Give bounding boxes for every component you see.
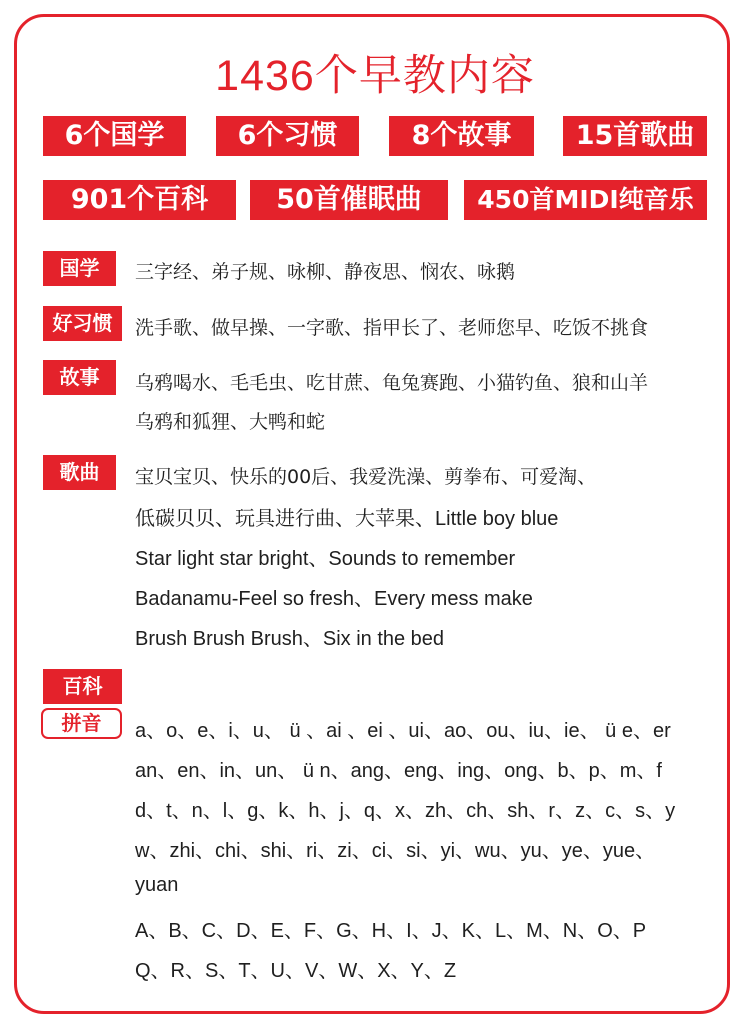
pinyin-line: d、t、n、l、g、k、h、j、q、x、zh、ch、sh、r、z、c、s、y <box>135 800 676 822</box>
tag-guoxue: 国学 <box>43 251 116 286</box>
tag-songs: 歌曲 <box>43 455 116 490</box>
alphabet-line: A、B、C、D、E、F、G、H、I、J、K、L、M、N、O、P <box>135 920 647 942</box>
songs-line: Brush Brush Brush、Six in the bed <box>135 628 445 650</box>
pill-encyclopedia: 901个百科 <box>43 180 236 220</box>
alphabet-line: Q、R、S、T、U、V、W、X、Y、Z <box>135 960 457 982</box>
stories-line: 乌鸦喝水、毛毛虫、吃甘蔗、龟兔赛跑、小猫钓鱼、狼和山羊 <box>135 372 649 394</box>
habits-line: 洗手歌、做早操、一字歌、指甲长了、老师您早、吃饭不挑食 <box>135 317 649 339</box>
page-title: 1436个早教内容 <box>215 52 535 100</box>
songs-line: Star light star bright、Sounds to remember <box>135 548 516 570</box>
pill-habits: 6个习惯 <box>216 116 359 156</box>
stories-line: 乌鸦和狐狸、大鸭和蛇 <box>135 411 326 433</box>
songs-line: Badanamu-Feel so fresh、Every mess make <box>135 588 533 610</box>
pill-guoxue: 6个国学 <box>43 116 186 156</box>
tag-stories: 故事 <box>43 360 116 395</box>
pinyin-line: a、o、e、i、u、 ü 、ai 、ei 、ui、ao、ou、iu、ie、 ü e、er <box>135 720 671 742</box>
pinyin-line: an、en、in、un、 ü n、ang、eng、ing、ong、b、p、m、f <box>135 760 662 782</box>
pinyin-line: w、zhi、chi、shi、ri、zi、ci、si、yi、wu、yu、ye、yue、 <box>135 840 656 862</box>
songs-line: 宝贝宝贝、快乐的00后、我爱洗澡、剪拳布、可爱淘、 <box>135 466 597 488</box>
tag-habits: 好习惯 <box>43 306 122 341</box>
tag-pinyin: 拼音 <box>41 708 122 739</box>
pill-lullabies: 50首催眠曲 <box>250 180 448 220</box>
pinyin-line: yuan <box>135 874 179 896</box>
pill-midi-music: 450首MIDI纯音乐 <box>464 180 707 220</box>
songs-line: 低碳贝贝、玩具进行曲、大苹果、Little boy blue <box>135 508 559 530</box>
pill-stories: 8个故事 <box>389 116 534 156</box>
pill-songs: 15首歌曲 <box>563 116 707 156</box>
tag-encyclopedia: 百科 <box>43 669 122 704</box>
guoxue-line: 三字经、弟子规、咏柳、静夜思、悯农、咏鹅 <box>135 261 516 283</box>
